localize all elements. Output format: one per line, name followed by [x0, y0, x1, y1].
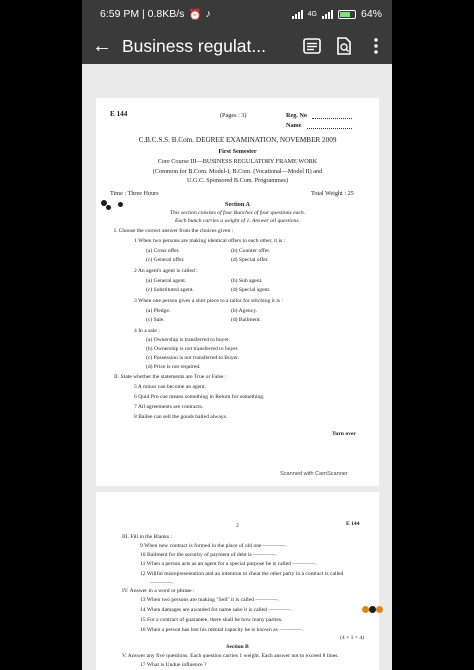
- statement-6: 6 Quid Pro cue means something in Return for something.: [134, 394, 265, 400]
- q3-option-d: (d) Bailment.: [231, 317, 261, 323]
- q4-option-d: (d) Price is not required.: [146, 364, 201, 370]
- question-group-2-heading: II. State whether the statements are True or False :: [114, 374, 227, 380]
- question-group-5-heading: V. Answer any five questions. Each question carries 1 weight. Each answer not to exceed 8 lines.: [122, 653, 339, 659]
- q3-option-b: (b) Agency.: [231, 308, 258, 314]
- turn-over: Turn over: [332, 431, 356, 437]
- course-name: Core Course III—BUSINESS REGULATORY FRAME WORK: [157, 158, 318, 165]
- section-note-1: This section consists of four Bunches of four questions each.: [169, 210, 306, 216]
- q1-option-c: (c) General offer.: [146, 257, 185, 263]
- q2-option-d: (d) Special agent.: [231, 287, 271, 293]
- section-note-2: Each bunch carries a weight of 1. Answer all questions.: [175, 218, 300, 224]
- section-a-title: Section A: [225, 201, 250, 208]
- word-13: 13 When two persons are making "Sell" it is called ————.: [140, 597, 280, 603]
- question-group-3-heading: III. Fill in the Blanks :: [122, 534, 173, 540]
- reg-no-label: Reg. No: [286, 112, 307, 119]
- fill-12-blank: ————.: [150, 580, 174, 586]
- q4-option-a: (a) Ownership is transferred to buyer.: [146, 337, 230, 343]
- q3-option-c: (c) Sale.: [146, 317, 165, 323]
- statement-5: 5 A minor can become an agent.: [134, 384, 206, 390]
- q1-option-d: (d) Special offer.: [231, 257, 269, 263]
- exam-code-page-2: E 144: [346, 521, 360, 527]
- section-b-title: Section B: [226, 644, 249, 650]
- question-group-4-heading: IV. Answer in a word or phrase :: [122, 588, 195, 594]
- signal-icon: [292, 10, 303, 19]
- back-arrow-icon[interactable]: ←: [92, 35, 112, 57]
- question-17: 17 What is Undue influence ?: [140, 662, 207, 668]
- total-weight: Total Weight : 25: [311, 190, 354, 197]
- fill-9: 9 When new contract is formed in the place of old one ————.: [140, 543, 287, 549]
- q4-option-c: (c) Possession is not transferred to Buyer.: [146, 355, 240, 361]
- search-document-icon[interactable]: [328, 28, 360, 64]
- highlight-dot: [376, 606, 383, 613]
- reg-no-line: [312, 118, 352, 119]
- time-allowed: Time : Three Hours: [110, 190, 159, 197]
- tiktok-icon: ♪: [205, 8, 211, 20]
- document-page-2: [96, 492, 379, 670]
- question-group-1-heading: I. Choose the correct answer from the choices given :: [114, 228, 234, 234]
- word-16: 16 When a person has lost his mental capacity he is known as ————.: [140, 627, 304, 633]
- fill-12: 12 Willful misrepresentation and an intention to cheat the other party in a contract is called: [140, 571, 344, 577]
- network-type: 4G: [307, 10, 317, 18]
- name-label: Name: [286, 122, 302, 129]
- status-bar: [82, 0, 392, 28]
- app-bar: [82, 28, 392, 64]
- fill-11: 11 When a person acts as an agent for a special purpose he is called ————.: [140, 561, 317, 567]
- common-for-line-1: (Common for B.Com. Model-I, B.Com. (Vocational—Model II) and: [152, 168, 323, 175]
- status-time: 6:59 PM | 0.8KB/s: [100, 8, 185, 20]
- q2-option-c: (c) Substituted agent.: [146, 287, 194, 293]
- statement-8: 8 Bailee can sell the goods bailed always.: [134, 414, 228, 420]
- common-for-line-2: U.G.C. Sponsored B.Com. Programmes): [186, 177, 289, 184]
- document-title: Business regulat...: [122, 35, 266, 56]
- page-number: 2: [236, 523, 239, 529]
- statement-7: 7 All agreements are contracts.: [134, 404, 204, 410]
- q3-option-a: (a) Pledge.: [146, 308, 171, 314]
- document-page-1: [96, 98, 379, 486]
- q4-option-b: (b) Ownership is not transferred to buyer.: [146, 346, 239, 352]
- ink-dot: [118, 202, 123, 207]
- scanner-watermark: Scanned with CamScanner: [280, 471, 348, 477]
- signal-icon-2: [322, 10, 333, 19]
- battery-level: 64%: [360, 8, 382, 20]
- word-14: 14 When damages are awarded for name sake it is called ————.: [140, 607, 293, 613]
- ink-dot: [369, 606, 376, 613]
- name-line: [307, 128, 352, 129]
- word-15: 15 For a contract of guarantee, there shall be how many parties.: [140, 617, 283, 623]
- semester: First Semester: [218, 148, 257, 155]
- alarm-icon: ⏰: [188, 8, 202, 21]
- question-1: 1 When two persons are making identical offers to each other, it is :: [134, 238, 286, 244]
- q2-option-b: (b) Sub agent.: [231, 278, 263, 284]
- highlight-dot: [362, 606, 369, 613]
- weight-note: (4 × 1 = 4): [340, 635, 365, 641]
- question-2: 2 An agent's agent is called :: [134, 268, 198, 274]
- q1-option-b: (b) Counter offer.: [231, 248, 271, 254]
- exam-code: E 144: [110, 110, 128, 118]
- reader-mode-icon[interactable]: [296, 28, 328, 64]
- question-4: 4 In a sale :: [134, 328, 160, 334]
- q2-option-a: (a) General agent.: [146, 278, 187, 284]
- phone-screen: [82, 0, 392, 670]
- exam-title: C.B.C.S.S. B.Com. DEGREE EXAMINATION, NOVEMBER 2009: [138, 136, 337, 144]
- more-options-icon[interactable]: [360, 28, 392, 64]
- question-3: 3 When one person gives a shirt piece to a tailor for stitching it is :: [134, 298, 283, 304]
- page-count: (Pages : 3): [220, 112, 247, 119]
- fill-10: 10 Bailment for the security of payment of debt is ————.: [140, 552, 277, 558]
- ink-dot: [106, 205, 111, 210]
- battery-icon: [338, 10, 356, 19]
- q1-option-a: (a) Cross offer.: [146, 248, 180, 254]
